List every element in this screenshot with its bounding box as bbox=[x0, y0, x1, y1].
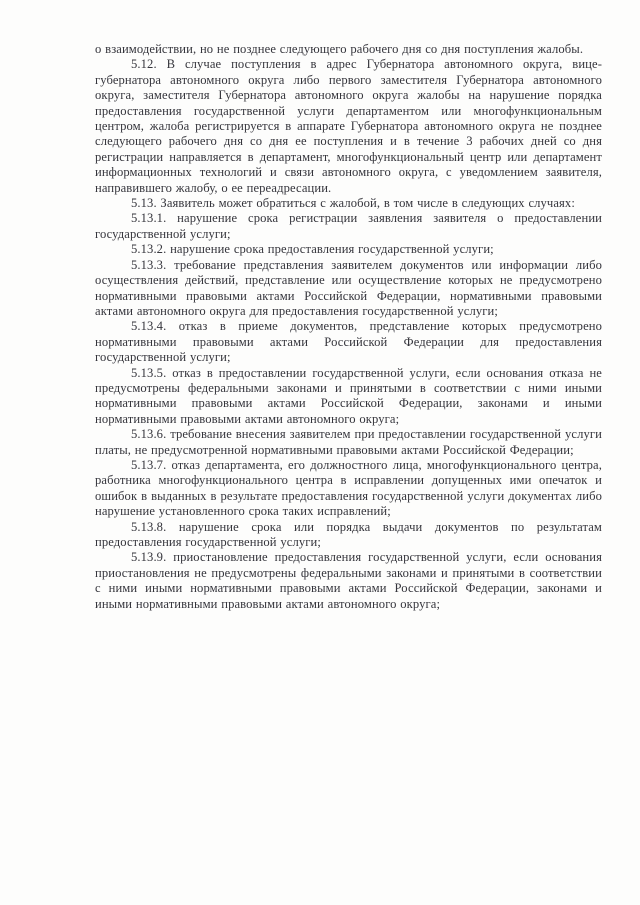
paragraph-5-13-2: 5.13.2. нарушение срока предоставления государственной услуги; bbox=[131, 242, 494, 257]
paragraph-5-13-1: 5.13.1. нарушение срока регистрации заявления заявителя о предоставлении государственной услуги; bbox=[95, 211, 602, 241]
paragraph-5-13-8: 5.13.8. нарушение срока или порядка выдачи документов по результатам предоставления государственной услуги; bbox=[95, 519, 602, 549]
paragraph-5-13-9: 5.13.9. приостановление предоставления государственной услуги, если основания приостановления не предусмотрены федеральными законами и принятыми в соответствии с ними иными нормативными правовыми актами Российской Федерации, законами и иными нормативными правовыми актами автономного округа; bbox=[95, 550, 602, 611]
paragraph-5-12: 5.12. В случае поступления в адрес Губернатора автономного округа, вице-губернатора автономного округа либо первого заместителя Губернатора автономного округа, заместителя Губернатора автономного округа жалобы на нарушение порядка предоставления государственной услуги департаментом или многофункциональным центром, жалоба регистрируется в аппарате Губернатора автономного округа не позднее следующего рабочего дня со дня ее поступления и в течение 3 рабочих дней со дня регистрации направляется в департамент, многофункциональный центр или департамент информационных технологий и связи автономного округа, с уведомлением заявителя, направившего жалобу, о ее переадресации. bbox=[95, 57, 602, 195]
paragraph-5-13-5: 5.13.5. отказ в предоставлении государственной услуги, если основания отказа не предусмотрены федеральными законами и принятыми в соответствии с ними иными нормативными правовыми актами Российской Федерации, законами и иными нормативными правовыми актами автономного округа; bbox=[95, 365, 602, 426]
paragraph-continuation: о взаимодействии, но не позднее следующего рабочего дня со дня поступления жалобы. bbox=[95, 42, 584, 56]
paragraph-5-13-4: 5.13.4. отказ в приеме документов, представление которых предусмотрено нормативными правовыми актами Российской Федерации для предоставления государственной услуги; bbox=[95, 319, 602, 365]
paragraph-5-13-7: 5.13.7. отказ департамента, его должностного лица, многофункционального центра, работника многофункционального центра в исправлении допущенных ими опечаток и ошибок в выданных в результате предоставления государственной услуги документах либо нарушение установленного срока таких исправлений; bbox=[95, 457, 602, 519]
paragraph-5-13: 5.13. Заявитель может обратиться с жалобой, в том числе в следующих случаях: bbox=[131, 196, 575, 211]
paragraph-5-13-6: 5.13.6. требование внесения заявителем при предоставлении государственной услуги платы, не предусмотренной нормативными правовыми актами Российской Федерации; bbox=[95, 427, 602, 457]
document-body bbox=[95, 42, 602, 612]
paragraph-5-13-3: 5.13.3. требование представления заявителем документов или информации либо осуществления действий, представление или осуществление которых не предусмотрено нормативными правовыми актами Российской Федерации, нормативными правовыми актами автономного округа для предоставления государственной услуги; bbox=[95, 257, 602, 318]
